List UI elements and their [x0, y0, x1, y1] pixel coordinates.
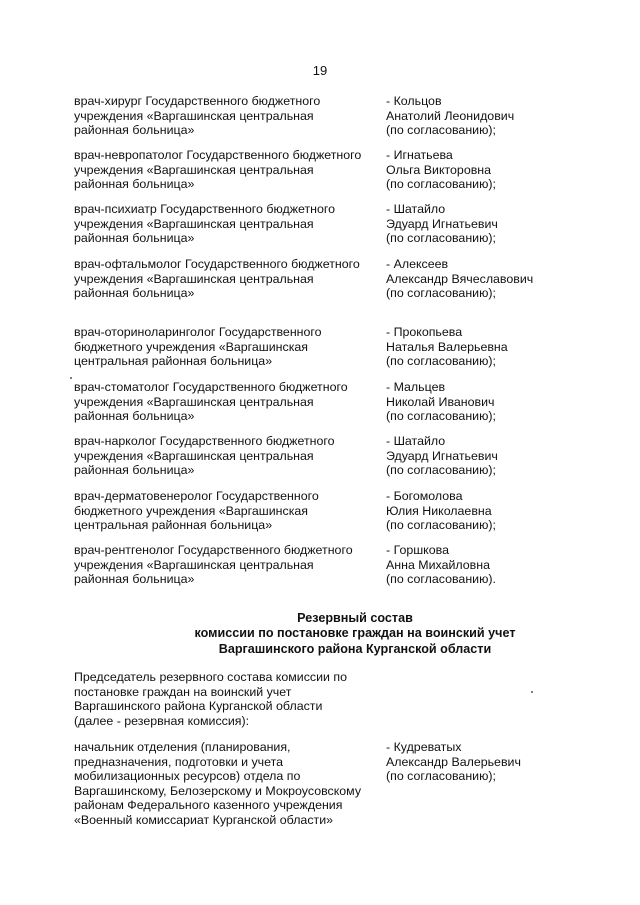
reserve-member-name: - Кудреватых Александр Валерьевич (по согласованию); [386, 740, 521, 784]
page-number: 19 [312, 63, 328, 78]
member-name: - Кольцов Анатолий Леонидович (по согласованию); [386, 94, 515, 138]
member-position: врач-стоматолог Государственного бюджетного учреждения «Варгашинская центральная районная больница» [74, 380, 348, 424]
reserve-heading [0, 611, 640, 657]
member-name: - Алексеев Александр Вячеславович (по согласованию); [386, 257, 534, 301]
member-name: - Горшкова Анна Михайловна (по согласованию). [386, 543, 496, 587]
member-name: - Игнатьева Ольга Викторовна (по согласованию); [386, 148, 496, 192]
member-position: врач-дерматовенеролог Государственного бюджетного учреждения «Варгашинская центральная районная больница» [74, 489, 319, 533]
member-name: - Прокопьева Наталья Валерьевна (по согласованию); [386, 325, 508, 369]
member-position: врач-невропатолог Государственного бюджетного учреждения «Варгашинская центральная районная больница» [74, 148, 362, 192]
member-name: - Богомолова Юлия Николаевна (по согласованию); [386, 489, 496, 533]
reserve-heading-line2: комиссии по постановке граждан на воинский учет [194, 626, 516, 641]
member-position: врач-нарколог Государственного бюджетного учреждения «Варгашинская центральная районная больница» [74, 434, 335, 478]
member-position: врач-психиатр Государственного бюджетного учреждения «Варгашинская центральная районная больница» [74, 202, 336, 246]
member-name: - Шатайло Эдуард Игнатьевич (по согласованию); [386, 434, 498, 478]
scan-speck [531, 691, 533, 693]
reserve-member-position: начальник отделения (планирования, предназначения, подготовки и учета мобилизационных ресурсов) отдела по Варгашинскому, Белозерскому и Мокроусовскому районам Федерального казенного учреждения «Военный комиссариат Курганской области» [74, 740, 362, 827]
member-position: врач-офтальмолог Государственного бюджетного учреждения «Варгашинская центральная районная больница» [74, 257, 360, 301]
reserve-heading-line1: Резервный состав [297, 611, 413, 625]
scan-speck [70, 377, 72, 379]
member-position: врач-рентгенолог Государственного бюджетного учреждения «Варгашинская центральная районная больница» [74, 543, 353, 587]
member-position: врач-хирург Государственного бюджетного учреждения «Варгашинская центральная районная больница» [74, 94, 321, 138]
member-position: врач-оториноларинголог Государственного бюджетного учреждения «Варгашинская центральная районная больница» [74, 325, 322, 369]
chairman-paragraph: Председатель резервного состава комиссии по постановке граждан на воинский учет Варгашинского района Курганской области (далее - резервная комиссия): [74, 670, 347, 728]
member-name: - Шатайло Эдуард Игнатьевич (по согласованию); [386, 202, 498, 246]
member-name: - Мальцев Николай Иванович (по согласованию); [386, 380, 496, 424]
reserve-heading-line3: Варгашинского района Курганской области [218, 641, 492, 656]
